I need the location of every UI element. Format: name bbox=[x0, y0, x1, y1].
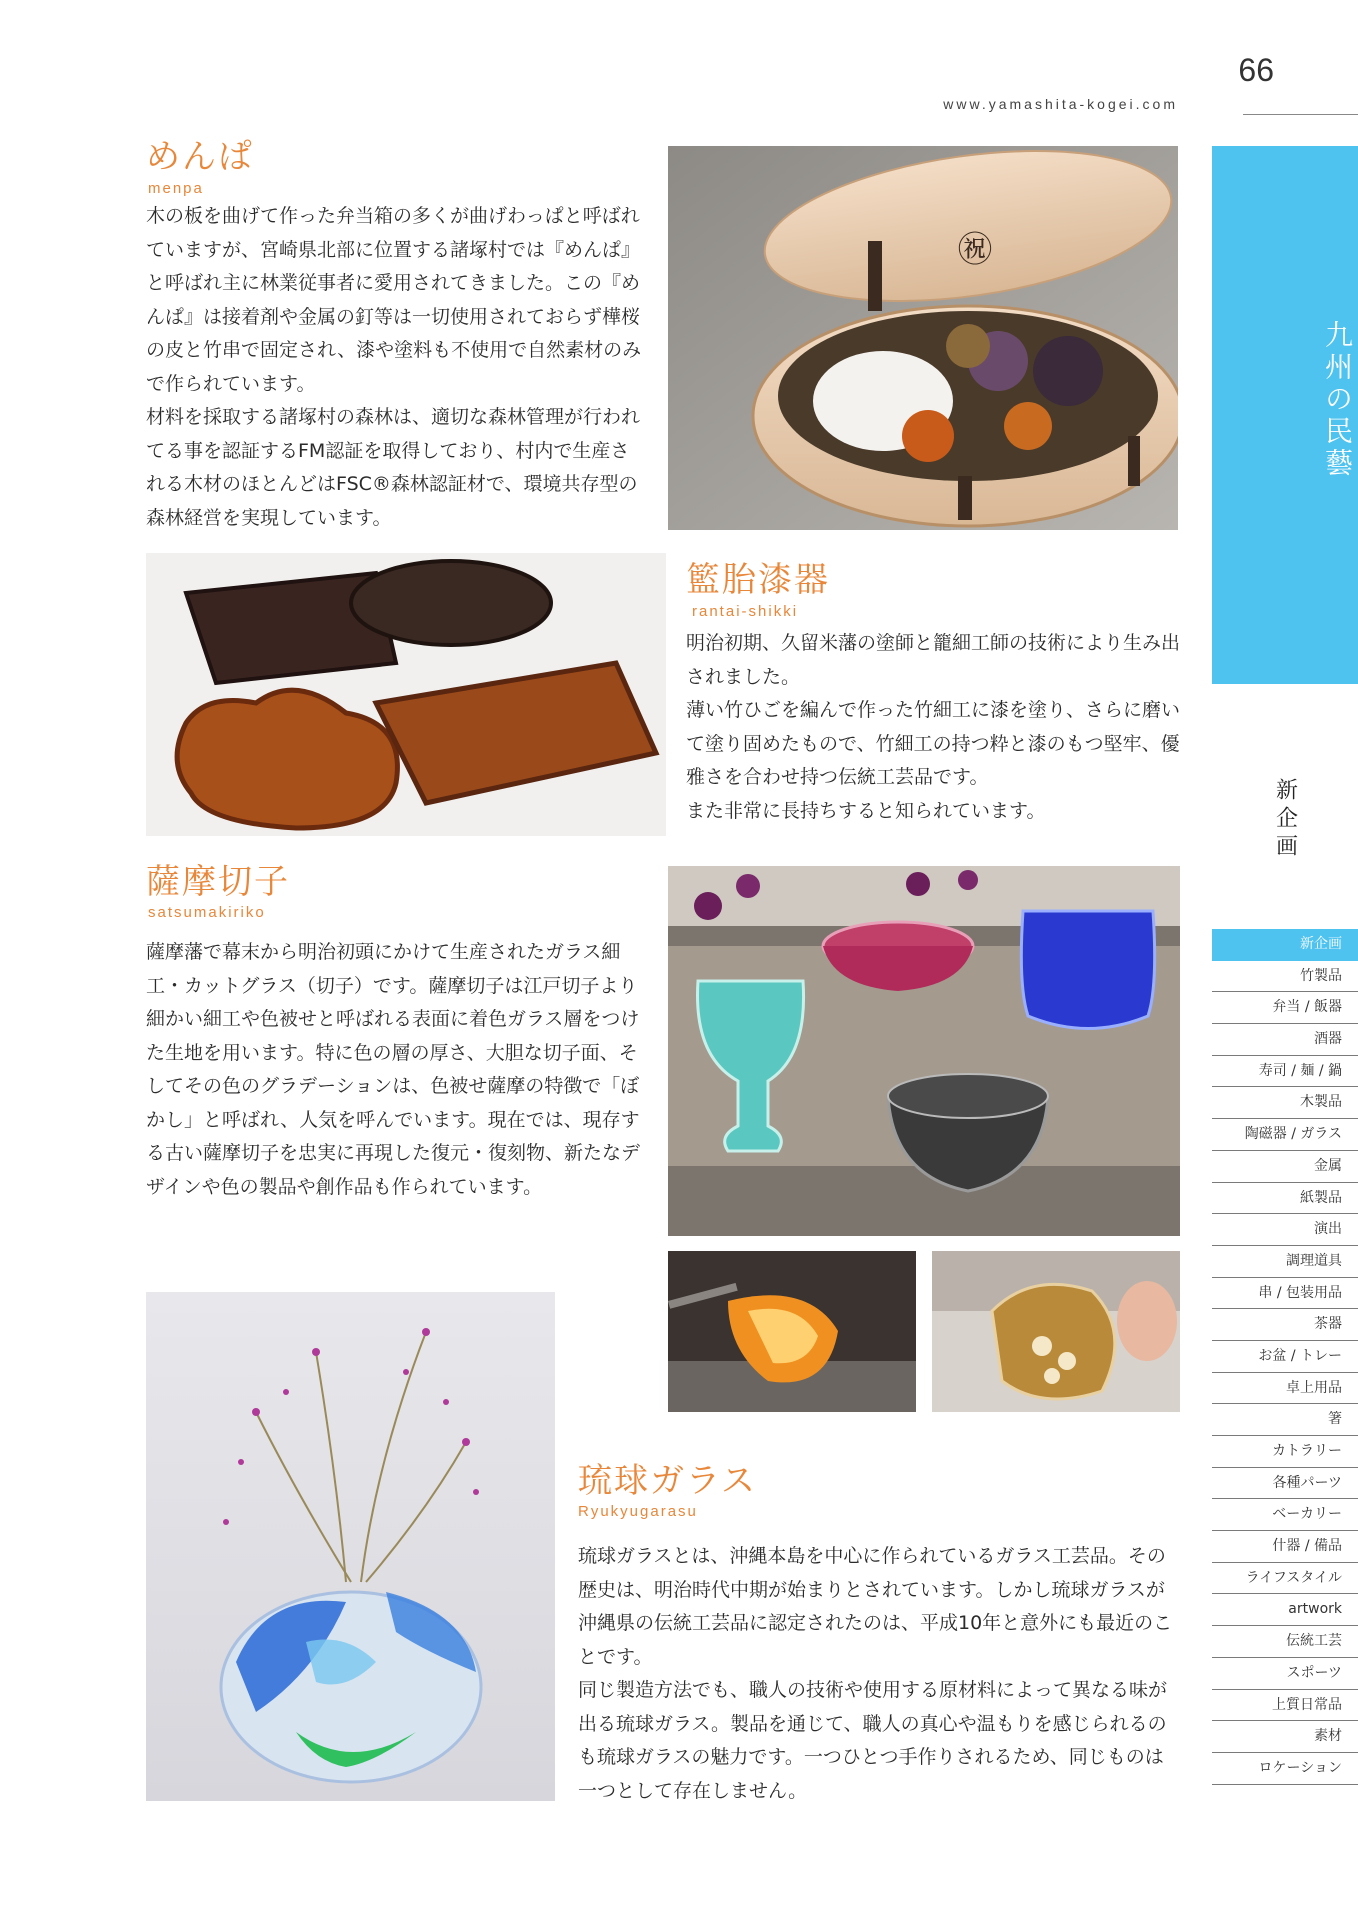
side-nav-item[interactable]: お盆 / トレー bbox=[1212, 1341, 1358, 1373]
satsuma-glasses-photo bbox=[668, 866, 1180, 1236]
menpa-romaji: menpa bbox=[148, 180, 204, 197]
side-nav-item[interactable]: 陶磁器 / ガラス bbox=[1212, 1119, 1358, 1151]
satsuma-title: 薩摩切子 bbox=[146, 862, 290, 902]
rantai-body bbox=[686, 627, 1182, 828]
satsuma-paragraph: 薩摩藩で幕末から明治初頭にかけて生産されたガラス細工・カットグラス（切子）です。薩摩切子は江戸切子より細かい細工や色被せと呼ばれる表面に着色ガラス層をつけた生地を用います。特に色の層の厚さ、大胆な切子面、そしてその色のグラデーションは、色被せ薩摩の特徴で「ぼかし」と呼ばれ、人気を呼んでいます。現在では、現存する古い薩摩切子を忠実に再現した復元・復刻物、新たなデザインや色の製品や創作品も作られています。 bbox=[146, 941, 641, 1198]
side-nav-item[interactable]: 串 / 包装用品 bbox=[1212, 1278, 1358, 1310]
side-nav-item[interactable]: 弁当 / 飯器 bbox=[1212, 992, 1358, 1024]
side-nav-item[interactable]: 什器 / 備品 bbox=[1212, 1531, 1358, 1563]
side-nav-item[interactable]: 金属 bbox=[1212, 1151, 1358, 1183]
menpa-bento-photo bbox=[668, 146, 1178, 530]
satsuma-romaji: satsumakiriko bbox=[148, 904, 266, 921]
side-nav-item[interactable]: 新企画 bbox=[1212, 929, 1358, 961]
side-nav-item[interactable]: 各種パーツ bbox=[1212, 1468, 1358, 1500]
side-nav-item[interactable]: カトラリー bbox=[1212, 1436, 1358, 1468]
side-nav-item[interactable]: 酒器 bbox=[1212, 1024, 1358, 1056]
side-nav-item[interactable]: 紙製品 bbox=[1212, 1183, 1358, 1215]
side-nav bbox=[1212, 929, 1358, 1785]
section-label bbox=[1212, 778, 1358, 862]
bento-stamp: ㊗ bbox=[958, 230, 992, 270]
side-nav-item[interactable]: 演出 bbox=[1212, 1214, 1358, 1246]
side-nav-item[interactable]: スポーツ bbox=[1212, 1658, 1358, 1690]
page-number: 66 bbox=[1238, 52, 1274, 88]
rantai-paragraph: また非常に長持ちすると知られています。 bbox=[686, 799, 1046, 822]
rantai-paragraph: 明治初期、久留米藩の塗師と籠細工師の技術により生み出されました。 bbox=[686, 632, 1181, 688]
ryukyu-romaji: Ryukyugarasu bbox=[578, 1503, 698, 1520]
side-nav-item[interactable]: artwork bbox=[1212, 1594, 1358, 1626]
menpa-paragraph: 材料を採取する諸塚村の森林は、適切な森林管理が行われてる事を認証するFM認証を取得しており、村内で生産される木材のほとんどはFSC®森林認証材で、環境共存型の森林経営を実現しています。 bbox=[146, 406, 641, 529]
rantai-title: 籃胎漆器 bbox=[686, 560, 830, 600]
ryukyu-vase-photo bbox=[146, 1292, 555, 1801]
page-number-rule bbox=[1243, 114, 1358, 115]
side-nav-item[interactable]: 茶器 bbox=[1212, 1309, 1358, 1341]
rantai-paragraph: 薄い竹ひごを編んで作った竹細工に漆を塗り、さらに磨いて塗り固めたもので、竹細工の持つ粋と漆のもつ堅牢、優雅さを合わせ持つ伝統工芸品です。 bbox=[686, 699, 1181, 788]
ryukyu-body bbox=[578, 1540, 1182, 1808]
menpa-body bbox=[146, 200, 648, 535]
ryukyu-paragraph: 琉球ガラスとは、沖縄本島を中心に作られているガラス工芸品。その歴史は、明治時代中期が始まりとされています。しかし琉球ガラスが沖縄県の伝統工芸品に認定されたのは、平成10年と意外にも最近のことです。 bbox=[578, 1545, 1173, 1668]
region-tab-label bbox=[1212, 320, 1358, 480]
side-nav-item[interactable]: ライフスタイル bbox=[1212, 1563, 1358, 1595]
ryukyu-glassblowing-photo bbox=[668, 1251, 916, 1412]
side-nav-item[interactable]: 竹製品 bbox=[1212, 961, 1358, 993]
side-nav-item[interactable]: 箸 bbox=[1212, 1404, 1358, 1436]
side-nav-item[interactable]: 寿司 / 麺 / 鍋 bbox=[1212, 1056, 1358, 1088]
side-nav-item[interactable]: 卓上用品 bbox=[1212, 1373, 1358, 1405]
ryukyu-paragraph: 同じ製造方法でも、職人の技術や使用する原材料によって異なる味が出る琉球ガラス。製品を通じて、職人の真心や温もりを感じられるのも琉球ガラスの魅力です。一つひとつ手作りされるため、同じものは一つとして存在しません。 bbox=[578, 1679, 1168, 1802]
satsuma-body bbox=[146, 936, 648, 1204]
ryukyu-title: 琉球ガラス bbox=[578, 1461, 757, 1501]
side-nav-item[interactable]: ベーカリー bbox=[1212, 1499, 1358, 1531]
side-nav-item[interactable]: 素材 bbox=[1212, 1721, 1358, 1753]
side-nav-item[interactable]: 上質日常品 bbox=[1212, 1690, 1358, 1722]
side-nav-item[interactable]: 伝統工芸 bbox=[1212, 1626, 1358, 1658]
side-nav-item[interactable]: 木製品 bbox=[1212, 1087, 1358, 1119]
rantai-trays-photo bbox=[146, 553, 666, 836]
menpa-paragraph: 木の板を曲げて作った弁当箱の多くが曲げわっぱと呼ばれていますが、宮崎県北部に位置する諸塚村では『めんぱ』と呼ばれ主に林業従事者に愛用されてきました。この『めんぱ』は接着剤や金属の釘等は一切使用されておらず樺桜の皮と竹串で固定され、漆や塗料も不使用で自然素材のみで作られています。 bbox=[146, 205, 642, 395]
ryukyu-glasswork-photo bbox=[932, 1251, 1180, 1412]
menpa-title: めんぱ bbox=[146, 137, 254, 177]
region-tab-text: 九州の民藝 bbox=[1321, 320, 1354, 480]
site-url[interactable]: www.yamashita-kogei.com bbox=[943, 96, 1178, 112]
side-nav-item[interactable]: 調理道具 bbox=[1212, 1246, 1358, 1278]
section-label-text: 新企画 bbox=[1272, 778, 1298, 862]
side-nav-item[interactable]: ロケーション bbox=[1212, 1753, 1358, 1785]
rantai-romaji: rantai-shikki bbox=[692, 603, 799, 620]
